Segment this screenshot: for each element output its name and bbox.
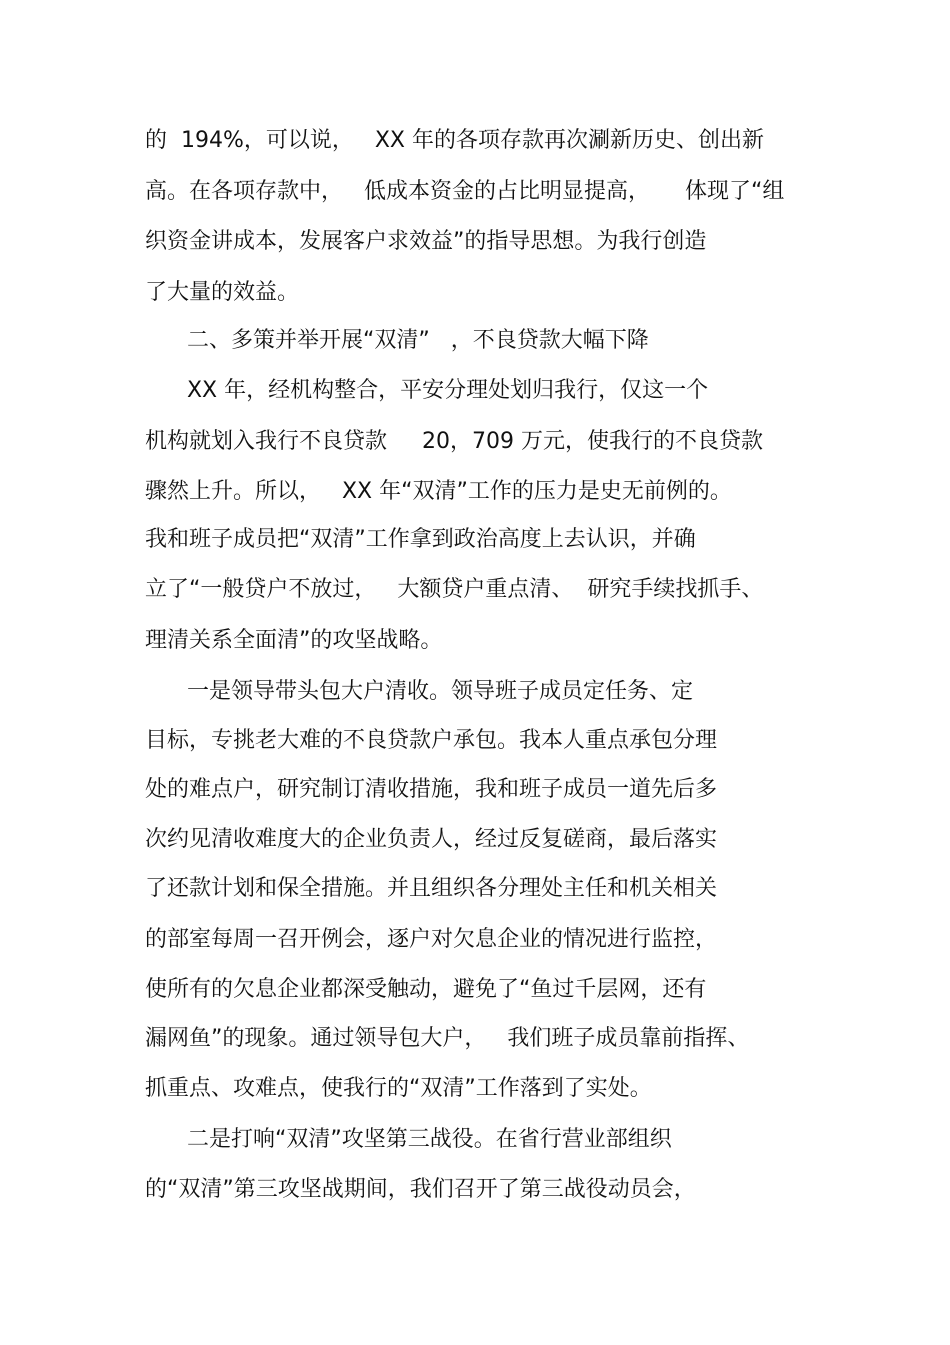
text-line: 目标，专挑老大难的不良贷款户承包。我本人重点承包分理 (145, 728, 718, 753)
text-line: 使所有的欠息企业都深受触动，避免了“鱼过千层网，还有 (145, 977, 707, 1002)
text-line: 高。在各项存款中， 低成本资金的占比明显提高， 体现了“组 (145, 179, 785, 204)
text-line: 理清关系全面清”的攻坚战略。 (145, 628, 443, 653)
text-line: 抓重点、攻难点，使我行的“双清”工作落到了实处。 (145, 1076, 652, 1101)
text-line: 了还款计划和保全措施。并且组织各分理处主任和机关相关 (145, 876, 718, 901)
text-line: 骤然上升。所以， XX 年“双清”工作的压力是史无前例的。 (145, 479, 732, 504)
text-line: XX 年，经机构整合，平安分理处划归我行，仅这一个 (145, 378, 709, 403)
text-line: 的部室每周一召开例会，逐户对欠息企业的情况进行监控， (145, 927, 718, 952)
text-line: 次约见清收难度大的企业负责人，经过反复磋商，最后落实 (145, 827, 718, 852)
text-line: 的“双清”第三攻坚战期间，我们召开了第三战役动员会， (145, 1177, 696, 1202)
text-line: 漏网鱼”的现象。通过领导包大户， 我们班子成员靠前指挥、 (145, 1026, 750, 1051)
text-line: 了大量的效益。 (145, 280, 300, 305)
text-line: 我和班子成员把“双清”工作拿到政治高度上去认识，并确 (145, 527, 696, 552)
text-line: 的 194%，可以说， XX 年的各项存款再次涮新历史、创出新 (145, 128, 764, 153)
section-heading: 二、多策并举开展“双清” ，不良贷款大幅下降 (145, 328, 649, 353)
text-line: 一是领导带头包大户清收。领导班子成员定任务、定 (145, 679, 693, 704)
text-line: 机构就划入我行不良贷款 20，709 万元，使我行的不良贷款 (145, 429, 763, 454)
text-line: 处的难点户，研究制订清收措施，我和班子成员一道先后多 (145, 777, 718, 802)
text-line: 织资金讲成本，发展客户求效益”的指导思想。为我行创造 (145, 229, 707, 254)
text-line: 二是打响“双清”攻坚第三战役。在省行营业部组织 (145, 1127, 672, 1152)
text-line: 立了“一般贷户不放过， 大额贷户重点清、 研究手续找抓手、 (145, 577, 764, 602)
